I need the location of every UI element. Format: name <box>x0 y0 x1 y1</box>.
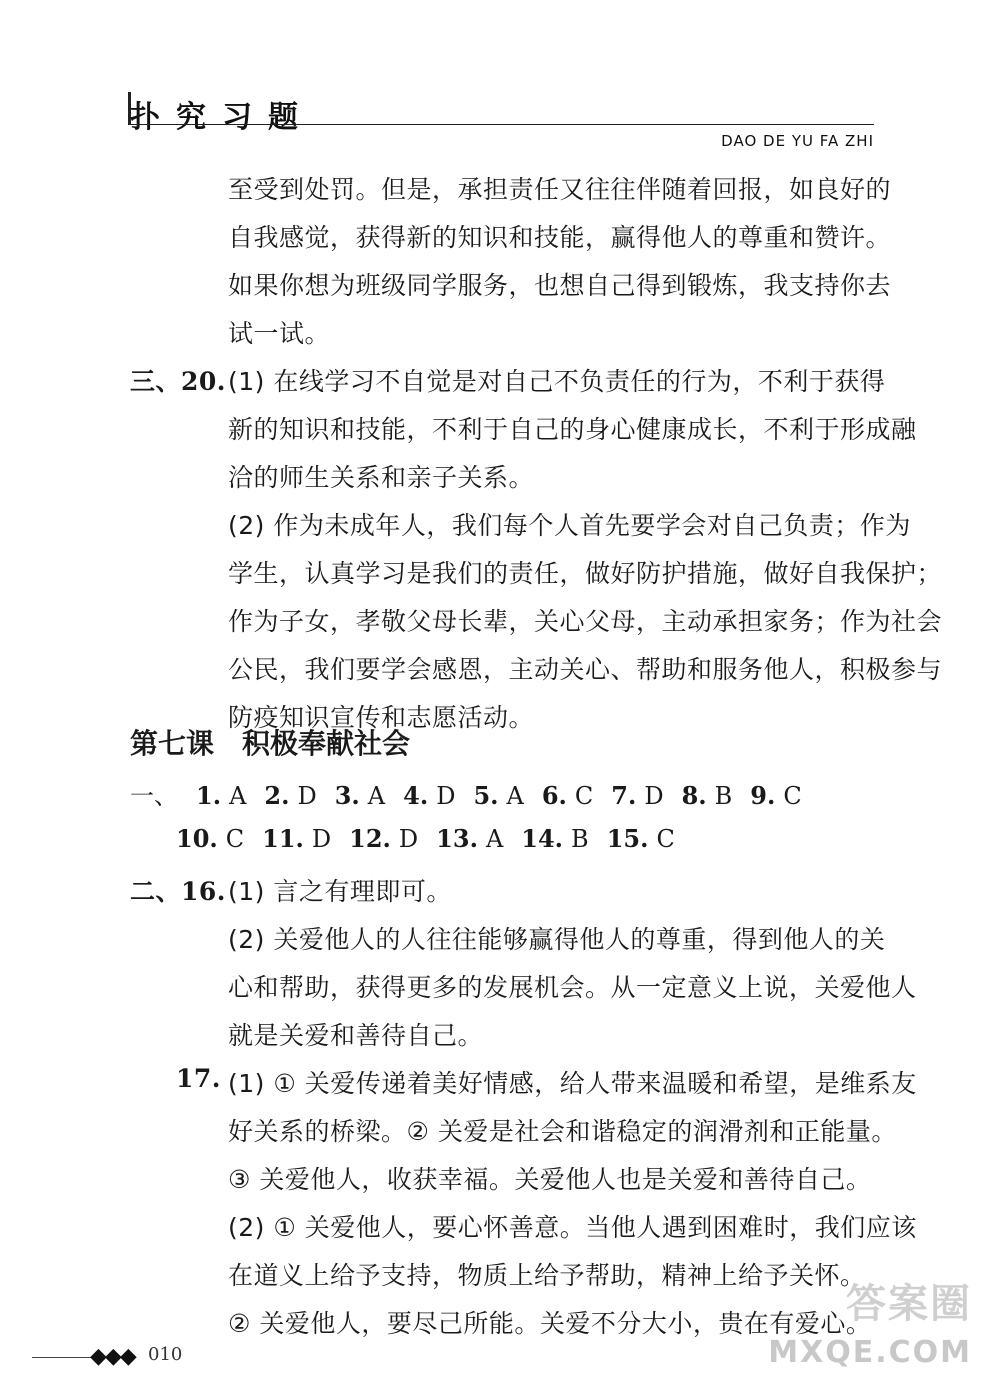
answer-number: 3. <box>334 781 360 810</box>
answer-value: D <box>398 825 419 853</box>
answer-number: 1. <box>196 781 222 810</box>
q20-line: (2) 作为未成年人，我们每个人首先要学会对自己负责；作为 <box>228 511 911 540</box>
q20-line: 公民，我们要学会感恩，主动关心、帮助和服务他人，积极参与 <box>228 655 943 684</box>
header-subtitle: DAO DE YU FA ZHI <box>721 132 874 150</box>
answer-number: 15. <box>606 824 649 853</box>
answer-value: D <box>311 825 332 853</box>
answer-value: C <box>574 782 594 810</box>
q20-line: 学生，认真学习是我们的责任，做好防护措施，做好自我保护； <box>228 559 943 588</box>
watermark-logo: 答案圈 <box>846 1281 972 1327</box>
answer-number: 8. <box>681 781 707 810</box>
q17-line: (1) ① 关爱传递着美好情感，给人带来温暖和希望，是维系友 <box>228 1069 917 1098</box>
answer-value: A <box>485 825 504 853</box>
answer-number: 4. <box>403 781 429 810</box>
answer-value: D <box>436 782 456 810</box>
lesson-number: 第七课 <box>130 727 215 760</box>
text-line: 至受到处罚。但是，承担责任又往往伴随着回报，如良好的 <box>228 175 892 204</box>
answer-value: A <box>229 782 247 810</box>
answer-value: B <box>714 782 733 810</box>
question-number-17: 17. <box>176 1064 221 1093</box>
answer-value: C <box>225 825 245 853</box>
answer-value: D <box>644 782 664 810</box>
answer-value: A <box>506 782 524 810</box>
watermark-url: MXQE.COM <box>768 1335 972 1370</box>
answers-row-2 <box>176 824 675 853</box>
lesson-title <box>130 722 438 762</box>
answer-number: 9. <box>750 781 776 810</box>
q17-line: 好关系的桥梁。② 关爱是社会和谐稳定的润滑剂和正能量。 <box>228 1117 897 1146</box>
page-number: 010 <box>148 1344 183 1365</box>
header-rule <box>128 124 874 125</box>
answer-number: 13. <box>436 824 478 853</box>
q17-line: ② 关爱他人，要尽己所能。关爱不分大小，贵在有爱心。 <box>228 1309 872 1338</box>
answer-number: 5. <box>473 781 499 810</box>
q17-line: ③ 关爱他人，收获幸福。关爱他人也是关爱和善待自己。 <box>228 1165 872 1194</box>
text-line: 如果你想为班级同学服务，也想自己得到锻炼，我支持你去 <box>228 271 892 300</box>
q16-line: (1) 言之有理即可。 <box>228 877 452 906</box>
q17-line: (2) ① 关爱他人，要心怀善意。当他人遇到困难时，我们应该 <box>228 1213 917 1242</box>
answer-number: 6. <box>541 781 567 810</box>
question-number-16: 二、16. <box>130 877 226 906</box>
q16-line: 心和帮助，获得更多的发展机会。从一定意义上说，关爱他人 <box>228 973 917 1002</box>
header-title: 扑究习题 <box>130 100 314 135</box>
answer-value: D <box>297 782 317 810</box>
q16-line: 就是关爱和善待自己。 <box>228 1021 484 1050</box>
answer-number: 12. <box>349 824 391 853</box>
answer-number: 14. <box>521 824 564 853</box>
answer-number: 11. <box>262 824 304 853</box>
answer-value: B <box>571 825 589 853</box>
answers-row-1 <box>130 776 802 811</box>
q20-line: 洽的师生关系和亲子关系。 <box>228 463 535 492</box>
q20-line: 作为子女，孝敬父母长辈，关心父母，主动承担家务；作为社会 <box>228 607 943 636</box>
lesson-name: 积极奉献社会 <box>242 727 411 760</box>
answer-value: C <box>656 825 675 853</box>
text-line: 自我感觉，获得新的知识和技能，赢得他人的尊重和赞许。 <box>228 223 892 252</box>
q17-line: 在道义上给予支持，物质上给予帮助，精神上给予关怀。 <box>228 1261 866 1290</box>
answer-number: 7. <box>611 781 637 810</box>
text-line: 试一试。 <box>228 319 331 348</box>
q20-line: 新的知识和技能，不利于自己的身心健康成长，不利于形成融 <box>228 415 917 444</box>
answer-value: C <box>783 782 802 810</box>
q16-line: (2) 关爱他人的人往往能够赢得他人的尊重，得到他人的关 <box>228 925 886 954</box>
answer-number: 10. <box>176 824 218 853</box>
answer-value: A <box>367 782 386 810</box>
section-prefix: 一、 <box>130 782 178 810</box>
question-number-20: 三、20. <box>130 367 226 396</box>
answer-number: 2. <box>264 781 290 810</box>
q20-line: (1) 在线学习不自觉是对自己不负责任的行为，不利于获得 <box>228 367 886 396</box>
q20-line: 防疫知识宣传和志愿活动。 <box>228 703 535 732</box>
footer-diamond-icon: ◆◆◆ <box>90 1344 135 1369</box>
